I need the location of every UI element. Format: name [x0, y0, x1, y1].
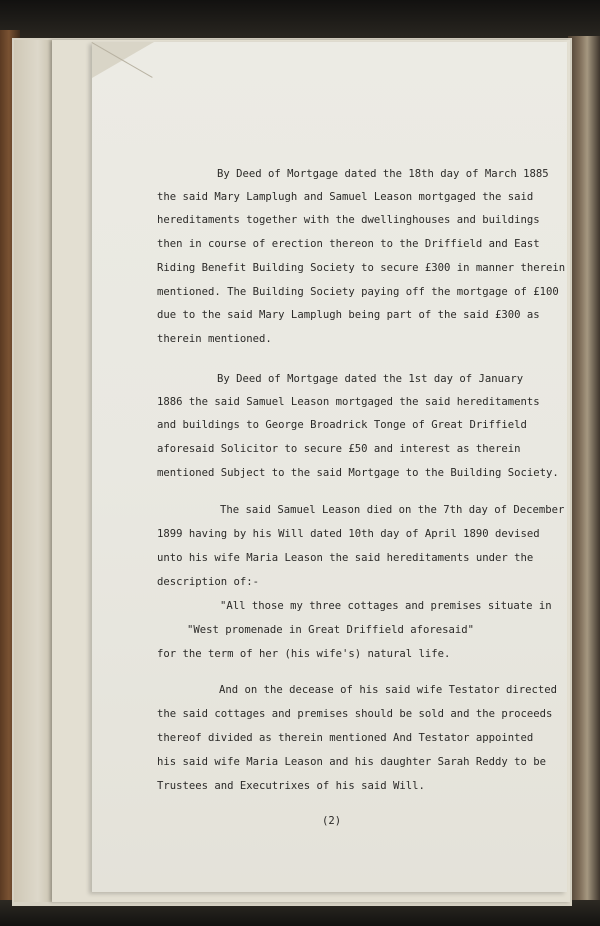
text-line: "All those my three cottages and premises situate in [220, 600, 552, 612]
text-line: unto his wife Maria Leason the said hereditaments under the [157, 552, 534, 564]
text-line: the said cottages and premises should be sold and the proceeds [157, 708, 553, 720]
text-line: mentioned. The Building Society paying off the mortgage of £100 [157, 286, 559, 298]
text-line: his said wife Maria Leason and his daughter Sarah Reddy to be [157, 756, 547, 768]
binder-top-edge [0, 0, 600, 40]
text-line: Riding Benefit Building Society to secure £300 in manner therein [157, 262, 566, 274]
text-line: then in course of erection thereon to the Driffield and East [157, 238, 540, 250]
text-line: By Deed of Mortgage dated the 18th day of March 1885 [217, 168, 549, 180]
text-line: And on the decease of his said wife Testator directed [219, 684, 558, 696]
text-line: thereof divided as therein mentioned And Testator appointed [157, 732, 534, 744]
text-line: aforesaid Solicitor to secure £50 and interest as therein [157, 443, 521, 455]
text-line: "West promenade in Great Driffield aforesaid" [187, 624, 475, 636]
binder-right-edge [568, 36, 600, 926]
sheet-stack-edge [14, 40, 54, 902]
text-line: mentioned Subject to the said Mortgage to the Building Society. [157, 467, 559, 479]
text-line: for the term of her (his wife's) natural life. [157, 648, 451, 660]
text-line: 1899 having by his Will dated 10th day of April 1890 devised [157, 528, 540, 540]
text-line: and buildings to George Broadrick Tonge of Great Driffield [157, 419, 527, 431]
text-line: due to the said Mary Lamplugh being part of the said £300 as [157, 309, 540, 321]
page-number: (2) [322, 815, 342, 827]
text-line: the said Mary Lamplugh and Samuel Leason mortgaged the said [157, 191, 534, 203]
text-line: The said Samuel Leason died on the 7th day of December [220, 504, 565, 516]
text-line: Trustees and Executrixes of his said Will. [157, 780, 425, 792]
text-line: therein mentioned. [157, 333, 272, 345]
text-line: 1886 the said Samuel Leason mortgaged the said hereditaments [157, 396, 540, 408]
text-line: By Deed of Mortgage dated the 1st day of January [217, 373, 524, 385]
text-line: hereditaments together with the dwellinghouses and buildings [157, 214, 540, 226]
text-line: description of:- [157, 576, 260, 588]
